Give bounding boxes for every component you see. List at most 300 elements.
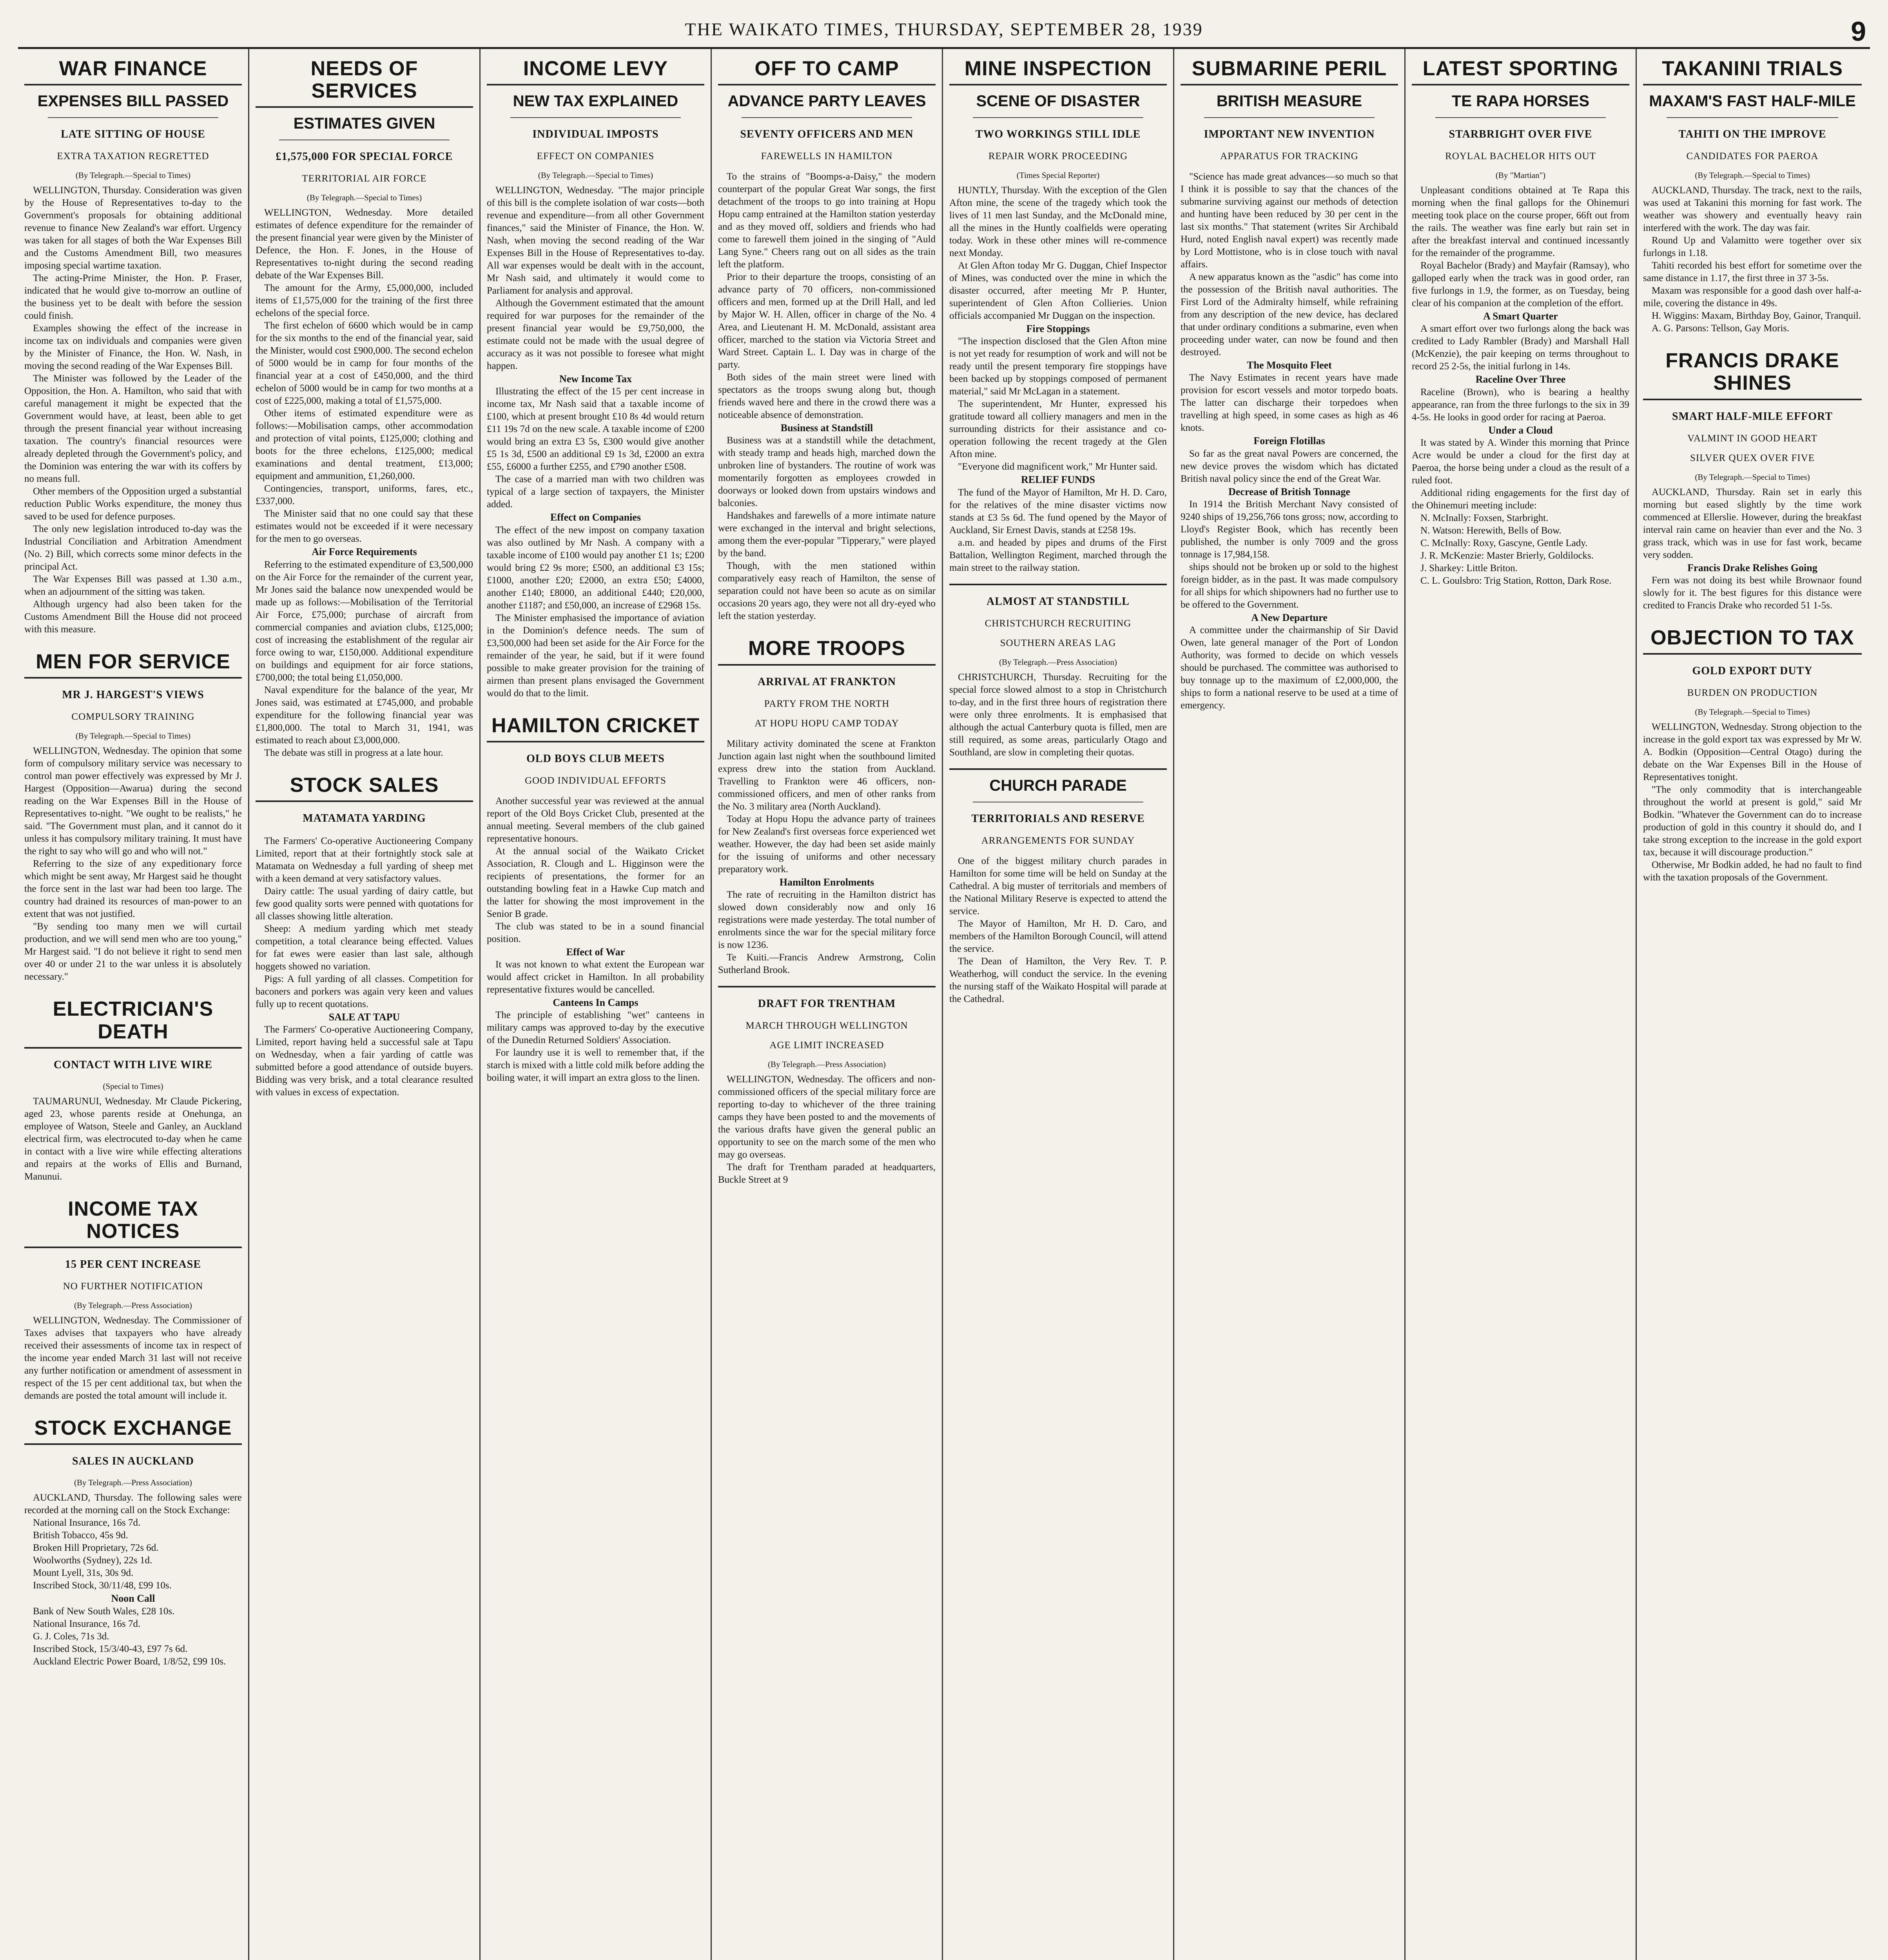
deck-line: IMPORTANT NEW INVENTION: [1204, 128, 1375, 141]
paragraph: The case of a married man with two children was typical of a large section of taxpayers, the Minister added.: [487, 474, 704, 510]
paragraph: The Minister emphasised the importance of aviation in the Dominion's defence needs. The sum of £3,500,000 had been set aside for the Air Force for the remainder of the year, he said, but if it were found possible to make greater provision for the training of airmen than present plans envisaged the Government would do that to the limit.: [487, 612, 704, 699]
deck-line: SEVENTY OFFICERS AND MEN: [740, 128, 914, 141]
article-body: [24, 1314, 242, 1402]
paragraph: To the strains of "Boomps-a-Daisy," the modern counterpart of the popular Great War songs, the first detachment of the troops to go into training at Hopu Hopu camp entrained at the Hamilton station yesterday and as they moved off, soldiers and friends who had come to farewell them joined in the singing of "Auld Lang Syne." Cheers rang out on all sides as the train left the platform.: [718, 171, 936, 270]
article: [718, 58, 936, 629]
deck-line: TERRITORIALS AND RESERVE: [971, 812, 1145, 825]
paragraph: The principle of establishing "wet" canteens in military camps was approved to-day by the executive of the Dunedin Returned Soldiers' Association.: [487, 1010, 704, 1046]
paragraph: J. Sharkey: Little Briton.: [1420, 563, 1518, 573]
paragraph: The War Expenses Bill was passed at 1.30 a.m., when an adjournment of the sitting was taken.: [24, 574, 242, 597]
paragraph: ships should not be broken up or sold to the highest foreign bidder, as in the past. It was made compulsory for all ships for which shipowners had no further use to be offered to the Government.: [1181, 561, 1398, 610]
subheading: Noon Call: [111, 1593, 155, 1604]
paragraph: The draft for Trentham paraded at headquarters, Buckle Street at 9: [718, 1161, 936, 1185]
article-body: [718, 1073, 936, 1186]
deck-line: VALMINT IN GOOD HEART: [1687, 433, 1817, 444]
heading-rule: [1643, 399, 1862, 400]
section-title: MEN FOR SERVICE: [36, 650, 230, 673]
article-body: [24, 1095, 242, 1183]
deck-rule: [1204, 117, 1375, 118]
paragraph: Mount Lyell, 31s, 30s 9d.: [33, 1568, 134, 1579]
paragraph: The fund of the Mayor of Hamilton, Mr H. D. Caro, for the relatives of the mine disaster victims now stands at £3 5s 6d. The fund opened by the Mayor of Auckland, Sir Ernest Davis, stands at £258 19s.: [949, 487, 1167, 535]
spacer: [949, 1005, 1167, 1012]
paragraph: Woolworths (Sydney), 22s 1d.: [33, 1555, 152, 1566]
headline: ADVANCE PARTY LEAVES: [727, 93, 926, 110]
paragraph: In 1914 the British Merchant Navy consisted of 9240 ships of 19,256,766 tons gross; now, according to Lloyd's Register Book, which has recently been published, the number is only 7009 and the gross tonnage is 17,984,158.: [1181, 499, 1398, 560]
paragraph: The Minister said that no one could say that these estimates would not be exceeded if it were necessary for the men to go overseas.: [256, 508, 473, 544]
paragraph: The Dean of Hamilton, the Very Rev. T. P. Weatherhog, will conduct the service. In the evening the nursing staff of the Waikato Hospital will parade at the Cathedral.: [949, 956, 1167, 1004]
deck-line: GOOD INDIVIDUAL EFFORTS: [525, 775, 666, 786]
article-body: [718, 171, 936, 622]
article: [1181, 58, 1398, 718]
headline: NEW TAX EXPLAINED: [513, 93, 678, 110]
paragraph: Other members of the Opposition urged a substantial reduction Public Works expenditure, the money thus saved to be used for defence purposes.: [24, 486, 242, 522]
deck-rule: [742, 117, 912, 118]
heading-rule: [718, 664, 936, 666]
paragraph: Business was at a standstill while the detachment, with steady tramp and heads high, marched down the unbroken line of bystanders. The routine of work was momentarily forgotten as employees crowded in doorways or looked down from upstairs windows and balconies.: [718, 435, 936, 509]
heading-rule: [24, 677, 242, 679]
paragraph: Te Kuiti.—Francis Andrew Armstrong, Colin Sutherland Brook.: [718, 952, 936, 975]
byline: (By Telegraph.—Special to Times): [1695, 472, 1810, 482]
column: [943, 49, 1174, 1960]
byline: (By "Martian"): [1495, 171, 1546, 180]
spacer: [718, 976, 936, 983]
paragraph: The Navy Estimates in recent years have made provision for escort vessels and motor torpedo boats. The latter can discharge their torpedoes when travelling at high speed, in some cases as high as 46 knots.: [1181, 372, 1398, 434]
story-divider: [949, 768, 1167, 770]
paragraph: Referring to the size of any expeditionary force which might be sent away, Mr Hargest said he thought the force sent in the last war had been too large. The country had drained its resources of man-power to an extent that was not justified.: [24, 858, 242, 920]
deck-line: MATAMATA YARDING: [303, 812, 426, 824]
paragraph: "Everyone did magnificent work," Mr Hunter said.: [958, 461, 1158, 472]
byline: (By Telegraph.—Special to Times): [75, 731, 191, 741]
section-title: MINE INSPECTION: [964, 57, 1152, 80]
paragraph: One of the biggest military church parades in Hamilton for some time will be held on Sunday at the Cathedral. A big muster of territorials and members of the National Military Reserve is expected to attend the service.: [949, 855, 1167, 916]
paragraph: Pigs: A full yarding of all classes. Competition for baconers and porkers was again very keen and values fully up to recent quotations.: [256, 973, 473, 1009]
paragraph: A smart effort over two furlongs along the back was credited to Lady Rambler (Brady) and Marshall Hall (McKenzie), the pair keeping on terms throughout to record 25 2-5s, the initial furlong in 14s.: [1412, 323, 1629, 372]
paragraph: Although urgency had also been taken for the Customs Amendment Bill the House did not proceed with this measure.: [24, 599, 242, 635]
section-title: WAR FINANCE: [59, 57, 207, 80]
article-body: [949, 671, 1167, 759]
spacer: [24, 983, 242, 989]
article-body: [256, 207, 473, 759]
paragraph: Unpleasant conditions obtained at Te Rapa this morning when the final gallops for the Ohinemuri meeting took place on the course proper, 66ft out from the rails. The weather was fine early but rain set in after the breakfast interval and continued incessantly for the remainder of the programme.: [1412, 185, 1629, 259]
article: [24, 58, 242, 642]
paragraph: The only new legislation introduced to-day was the Industrial Conciliation and Arbitration Amendment (No. 2) Bill, which corrects some minor defects in the principal Act.: [24, 524, 242, 572]
paragraph: Broken Hill Proprietary, 72s 6d.: [33, 1543, 159, 1553]
paragraph: The first echelon of 6600 which would be in camp for the six months to the end of the financial year, said the Minister, would cost £900,000. The second echelon of 5000 would be in camp for four months of the financial year at a cost of £450,000, and the third echelon of 5000 would be in camp for two months at a cost of £225,000, making a total of £1,575,000.: [256, 320, 473, 407]
paragraph: Tahiti recorded his best effort for sometime over the same distance in 1.17, the first three in 37 3-5s.: [1643, 260, 1862, 284]
subheading: Business at Standstill: [780, 422, 873, 434]
paragraph: Examples showing the effect of the increase in income tax on individuals and companies were given by the Minister of Finance, the Hon. W. Nash, in moving the second reading of the War Expenses Bill.: [24, 323, 242, 372]
byline: (By Telegraph.—Special to Times): [75, 171, 191, 180]
byline: (By Telegraph.—Press Association): [768, 1059, 886, 1069]
paragraph: AUCKLAND, Thursday. The following sales were recorded at the morning call on the Stock Exchange:: [24, 1492, 242, 1516]
deck-line: PARTY FROM THE NORTH: [764, 698, 890, 709]
spacer: [24, 1183, 242, 1189]
deck-line: CHRISTCHURCH RECRUITING: [985, 618, 1132, 629]
deck-line: AGE LIMIT INCREASED: [769, 1040, 884, 1051]
subheading: RELIEF FUNDS: [1021, 474, 1095, 486]
column: [1174, 49, 1406, 1960]
heading-rule: [256, 106, 473, 108]
column: [481, 49, 712, 1960]
section-title: INCOME LEVY: [523, 57, 668, 80]
section-title: SUBMARINE PERIL: [1192, 57, 1387, 80]
deck-line: INDIVIDUAL IMPOSTS: [532, 128, 659, 141]
deck-line: EFFECT ON COMPANIES: [537, 151, 655, 162]
deck-line: EXTRA TAXATION REGRETTED: [57, 151, 209, 162]
subheading: SALE AT TAPU: [328, 1011, 400, 1023]
deck-line: ALMOST AT STANDSTILL: [987, 595, 1130, 608]
article-body: [24, 1492, 242, 1668]
columns-container: [18, 49, 1870, 1960]
article: [718, 637, 936, 982]
paragraph: Dairy cattle: The usual yarding of dairy cattle, but few good quality sorts were penned with quotations for all classes showing little alteration.: [256, 886, 473, 922]
heading-rule: [24, 1247, 242, 1248]
deck-line: ROYLAL BACHELOR HITS OUT: [1445, 151, 1596, 162]
byline: (By Telegraph.—Press Association): [74, 1301, 192, 1310]
spacer: [256, 1099, 473, 1105]
article: [487, 715, 704, 1091]
subheading: Francis Drake Relishes Going: [1687, 562, 1817, 573]
heading-rule: [256, 800, 473, 802]
article: [24, 998, 242, 1189]
story-divider: [718, 986, 936, 987]
paragraph: Royal Bachelor (Brady) and Mayfair (Ramsay), who galloped early when the track was in good order, ran five furlongs in 1.9, the former, as on Tuesday, being clear of his companion at the completion of the effort.: [1412, 260, 1629, 309]
byline: (By Telegraph.—Special to Times): [1695, 171, 1810, 180]
article: [949, 584, 1167, 765]
column: [18, 49, 249, 1960]
paragraph: Round Up and Valamitto were together over six furlongs in 1.18.: [1643, 235, 1862, 259]
deck-line: 15 PER CENT INCREASE: [65, 1258, 201, 1271]
paragraph: So far as the great naval Powers are concerned, the new device proves the wisdom which has dictated British naval policy since the end of the Great War.: [1181, 448, 1398, 484]
byline: (By Telegraph.—Press Association): [74, 1478, 192, 1488]
paragraph: N. Watson: Herewith, Bells of Bow.: [1420, 525, 1562, 536]
deck-line: REPAIR WORK PROCEEDING: [988, 151, 1128, 162]
paragraph: Raceline (Brown), who is bearing a healthy appearance, ran from the three furlongs to the six in 39 4-5s. He looks in good order for racing at Paeroa.: [1412, 387, 1629, 423]
article-body: [1643, 721, 1862, 884]
spacer: [718, 622, 936, 629]
section-title: OFF TO CAMP: [754, 57, 899, 80]
deck-line: FAREWELLS IN HAMILTON: [761, 151, 893, 162]
paragraph: Handshakes and farewells of a more intimate nature were exchanged in the interval and bright selections, among them the ever-popular "Tipperary," were played by the band.: [718, 510, 936, 559]
subheading: A New Departure: [1251, 612, 1328, 623]
paragraph: WELLINGTON, Wednesday. The opinion that some form of compulsory military service was necessary to control man power effectively was expressed by Mr J. Hargest (Opposition—Awarua) during the second reading on the War Expenses Bill in the House of Representatives to-night. "We ought to be realists," he said. "The Government must plan, and it cannot do it unless it has compulsory military training. It must have the right to say who will go and who will not.": [24, 746, 242, 857]
deck-rule: [510, 117, 681, 118]
heading-rule: [24, 1047, 242, 1049]
paragraph: Though, with the men stationed within comparatively easy reach of Hamilton, the sense of separation could not have been so acute as on similar occasions 20 years ago, they were not all dry-eyed who left the station yesterday.: [718, 561, 936, 622]
column: [1637, 49, 1868, 1960]
paragraph: Naval expenditure for the balance of the year, Mr Jones said, was estimated at £745,000, and probable expenditure for the following financial year was £1,800,000. The total to March 31, 1941, was estimated to reach about £3,000,000.: [256, 684, 473, 746]
paragraph: Although the Government estimated that the amount required for war purposes for the remainder of the present financial year would be £9,750,000, the estimate could not be made with the usual degree of accuracy as it was not possible to foresee what might happen.: [487, 298, 704, 372]
paragraph: The club was stated to be in a sound financial position.: [487, 921, 704, 944]
deck-line: NO FURTHER NOTIFICATION: [63, 1281, 203, 1292]
spacer: [1181, 712, 1398, 718]
deck-line: ARRANGEMENTS FOR SUNDAY: [981, 835, 1135, 846]
spacer: [487, 1084, 704, 1091]
paragraph: Otherwise, Mr Bodkin added, he had no fault to find with the taxation proposals of the Government.: [1643, 860, 1862, 883]
heading-rule: [1412, 84, 1629, 85]
heading-rule: [487, 84, 704, 85]
paragraph: A committee under the chairmanship of Sir David Owen, late general manager of the Port of London Authority, was formed to decide on which vessels should be purchased. The committee was authorised to buy tonnage up to the maximum of £2,000,000, the ships to form a national reserve to be used at a time of emergency.: [1181, 625, 1398, 711]
deck-line: SMART HALF-MILE EFFORT: [1672, 410, 1833, 423]
spacer: [949, 759, 1167, 765]
deck-line: DRAFT FOR TRENTHAM: [758, 997, 896, 1010]
paragraph: HUNTLY, Thursday. With the exception of the Glen Afton mine, the scene of the tragedy which took the lives of 11 men last Sunday, and the McDonald mine, all the mines in the Huntly coalfields were operating today. Work in these other mines will re-commence next Monday.: [949, 185, 1167, 259]
paragraph: AUCKLAND, Thursday. The track, next to the rails, was used at Takanini this morning for fast work. The weather was showery and eventually heavy rain interfered with the work. The day was fair.: [1643, 185, 1862, 234]
paragraph: The Minister was followed by the Leader of the Opposition, the Hon. A. Hamilton, who said that with careful management it might be expected that the Government would have, at least, been able to get through the present financial year without increasing taxation. The country's financial resources were already depleted through the Government's policy, and the Dominion was entering the war with its coffers by no means full.: [24, 373, 242, 485]
subheading: Effect of War: [566, 946, 625, 958]
deck-line: CANDIDATES FOR PAEROA: [1686, 151, 1819, 162]
spacer: [256, 759, 473, 766]
deck-line: MR J. HARGEST'S VIEWS: [62, 689, 204, 701]
headline: BRITISH MEASURE: [1216, 93, 1362, 110]
section-title: FRANCIS DRAKE SHINES: [1665, 349, 1839, 395]
subheading: Raceline Over Three: [1475, 374, 1566, 385]
deck-line: ARRIVAL AT FRANKTON: [757, 675, 896, 688]
paragraph: "Science has made great advances—so much so that I think it is possible to say that the chances of the submarine surviving against our methods of detection and hunting have been reduced by 30 per cent in the last six months." That statement (writes Sir Archibald Hurd, noted English naval expert) was recently made by Lord Mottistone, who is in close touch with naval affairs.: [1181, 171, 1398, 270]
deck-line: COMPULSORY TRAINING: [71, 711, 195, 722]
headline: CHURCH PARADE: [989, 777, 1127, 794]
masthead-title: THE WAIKATO TIMES, THURSDAY, SEPTEMBER 28, 1939: [685, 19, 1203, 39]
paragraph: Military activity dominated the scene at Frankton Junction again last night when the southbound limited express drew into the station from Auckland. Travelling to Frankton were 46 officers, non-commissioned officers, and men of other ranks from the No. 3 military area (North Auckland).: [718, 738, 936, 812]
subheading: Air Force Requirements: [312, 546, 417, 558]
paragraph: WELLINGTON, Wednesday. The officers and non-commissioned officers of the special military force are reporting to-day to whichever of the three training camps they have been posted to and the movements of the various drafts have given the general public an opportunity to see on the march some of the men who may go overseas.: [718, 1074, 936, 1160]
heading-rule: [24, 1443, 242, 1445]
headline: MAXAM'S FAST HALF-MILE: [1649, 93, 1856, 110]
spacer: [24, 1668, 242, 1674]
deck-line: TWO WORKINGS STILL IDLE: [975, 128, 1141, 141]
subheading: Under a Cloud: [1488, 424, 1553, 436]
paragraph: N. McInally: Foxsen, Starbright.: [1420, 512, 1549, 523]
section-title: TAKANINI TRIALS: [1662, 57, 1843, 80]
deck-line: TAHITI ON THE IMPROVE: [1678, 128, 1826, 141]
heading-rule: [1643, 84, 1862, 85]
paragraph: Another successful year was reviewed at the annual report of the Old Boys Cricket Club, presented at the annual meeting. Several members of the club gained representative honours.: [487, 795, 704, 844]
headline: EXPENSES BILL PASSED: [37, 93, 229, 110]
headline: ESTIMATES GIVEN: [293, 115, 435, 132]
paragraph: a.m. and headed by pipes and drums of the First Battalion, Wellington Regiment, marched through the main street to the railway station.: [949, 537, 1167, 573]
article-body: [487, 795, 704, 1085]
section-title: OBJECTION TO TAX: [1650, 626, 1854, 649]
deck-rule: [48, 117, 218, 118]
spacer: [1643, 884, 1862, 890]
section-title: LATEST SPORTING: [1422, 57, 1619, 80]
paragraph: The debate was still in progress at a late hour.: [264, 747, 443, 758]
article-body: [1643, 184, 1862, 335]
article-body: [487, 184, 704, 700]
subheading: Fire Stoppings: [1026, 323, 1090, 335]
article: [24, 1198, 242, 1408]
article: [949, 58, 1167, 581]
paragraph: British Tobacco, 45s 9d.: [33, 1530, 128, 1541]
spacer: [949, 574, 1167, 581]
article: [24, 1417, 242, 1674]
paragraph: The Farmers' Co-operative Auctioneering Company Limited, report that at their fortnightly stock sale at Matamata on Wednesday a full yarding of sheep met with a keen demand at very satisfactory values.: [256, 835, 473, 884]
paragraph: Inscribed Stock, 15/3/40-43, £97 7s 6d.: [33, 1643, 188, 1654]
paragraph: H. Wiggins: Maxam, Birthday Boy, Gainor, Tranquil.: [1652, 310, 1861, 321]
deck-rule: [1435, 117, 1606, 118]
paragraph: WELLINGTON, Wednesday. "The major principle of this bill is the complete isolation of war costs—both revenue and expenditure—from all other Government finances," said the Minister of Finance, the Hon. W. Nash, when moving the second reading of the War Expenses Bill in the House of Representatives to-day. All war expenses would be dealt with in the account, Mr Nash said, and ultimately it would come to Parliament for analysis and approval.: [487, 185, 704, 296]
deck-line: OLD BOYS CLUB MEETS: [526, 752, 665, 765]
deck-line: SILVER QUEX OVER FIVE: [1690, 452, 1815, 463]
subheading: Canteens In Camps: [553, 997, 638, 1009]
subheading: Effect on Companies: [550, 512, 641, 523]
paragraph: C. L. Goulsbro: Trig Station, Rotton, Dark Rose.: [1420, 575, 1612, 586]
article-body: [949, 184, 1167, 574]
deck-line: TERRITORIAL AIR FORCE: [302, 173, 427, 184]
subheading: A Smart Quarter: [1483, 310, 1558, 322]
article: [949, 768, 1167, 1012]
paragraph: Referring to the estimated expenditure of £3,500,000 on the Air Force for the remainder of the current year, Mr Jones said the balance now unexpended would be made up as follows:—Mobilisation of the Territorial Air Force, £75,000; purchase of aircraft from commercial companies and aviation clubs, £125,000; cost of increasing the establishment of the regular air force owing to war, £150,000. Additional expenditure on buildings and equipment for air force stations, £700,000; the total being £1,050,000.: [256, 559, 473, 683]
paragraph: WELLINGTON, Wednesday. More detailed estimates of defence expenditure for the remainder of the present financial year were given by the Minister of Defence, the Hon. F. Jones, in the House of Representatives to-night during the second reading debate of the War Expenses Bill.: [256, 207, 473, 281]
deck-line: STARBRIGHT OVER FIVE: [1449, 128, 1592, 141]
subheading: Foreign Flotillas: [1253, 435, 1325, 447]
deck-rule: [973, 117, 1143, 118]
section-title: MORE TROOPS: [748, 637, 906, 660]
paragraph: The Mayor of Hamilton, Mr H. D. Caro, and members of the Hamilton Borough Council, will attend the service.: [949, 918, 1167, 954]
paragraph: Inscribed Stock, 30/11/48, £99 10s.: [33, 1580, 172, 1591]
paragraph: Both sides of the main street were lined with spectators as the troops swung along but, though friends waved here and there in the crowd there was a noticeable absence of demonstration.: [718, 372, 936, 421]
deck-line: GOLD EXPORT DUTY: [1692, 665, 1813, 677]
heading-rule: [949, 84, 1167, 85]
spacer: [1412, 587, 1629, 593]
paragraph: Auckland Electric Power Board, 1/8/52, £99 10s.: [33, 1656, 226, 1667]
article: [256, 58, 473, 766]
paragraph: Sheep: A medium yarding which met steady competition, a total clearance being effected. Values for fat ewes were easier than last sale, although hoggets showed no variation.: [256, 923, 473, 972]
deck-line: CONTACT WITH LIVE WIRE: [53, 1058, 213, 1071]
article: [1643, 58, 1862, 341]
article-body: [718, 738, 936, 976]
paragraph: The rate of recruiting in the Hamilton district has slowed down considerably now and only 16 registrations were made yesterday. The total number of enrolments since the war for the special military force is now 1236.: [718, 889, 936, 950]
deck-rule: [1667, 117, 1838, 118]
article-body: [24, 745, 242, 983]
paragraph: TAUMARUNUI, Wednesday. Mr Claude Pickering, aged 23, whose parents reside at Onehunga, an employee of Watson, Steele and Ganley, an Auckland electrical firm, was electrocuted to-day when he came in contact with a live wire while effecting alterations and repairs at the works of Ellis and Burnand, Manunui.: [24, 1096, 242, 1182]
paragraph: Illustrating the effect of the 15 per cent increase in income tax, Mr Nash said that a taxable income of £100, which at present brought £10 8s 4d would return £11 19s 7d on the new scale. A taxable income of £200 would bring an extra £3 5s, £300 would give another £5 1s 3d, £500 an additional £9 1s 3d, £2000 an extra £55, £6000 a further £255, and £790 another £508.: [487, 386, 704, 472]
article: [487, 58, 704, 706]
heading-rule: [1643, 653, 1862, 655]
column: [1406, 49, 1637, 1960]
article: [256, 774, 473, 1105]
deck-line: SOUTHERN AREAS LAG: [1000, 637, 1116, 648]
article-body: [24, 184, 242, 636]
byline: (By Telegraph.—Special to Times): [307, 193, 422, 203]
paragraph: The amount for the Army, £5,000,000, included items of £1,575,000 for the training of the first three echelons of the special force.: [256, 283, 473, 319]
paragraph: Maxam was responsible for a good dash over half-a-mile, covering the distance in 49s.: [1643, 285, 1862, 309]
paragraph: WELLINGTON, Wednesday. The Commissioner of Taxes advises that taxpayers who have already received their assessments of income tax in respect of the income year ended March 31 last will not receive any further notification or amendment of assessment in respect of the 15 per cent additional tax, but when the demands are posted the total amount will include it.: [24, 1315, 242, 1401]
article-body: [1412, 184, 1629, 587]
headline: TE RAPA HORSES: [1451, 93, 1590, 110]
paragraph: The superintendent, Mr Hunter, expressed his gratitude toward all colliery managers and men in the surrounding districts for their assistance and co-operation following the recent tragedy at the Glen Afton mine.: [949, 399, 1167, 460]
heading-rule: [487, 741, 704, 742]
paragraph: C. McInally: Roxy, Gascyne, Gentle Lady.: [1420, 537, 1588, 548]
article: [1412, 58, 1629, 593]
article-body: [949, 855, 1167, 1005]
byline: (Special to Times): [103, 1081, 163, 1091]
spacer: [1643, 612, 1862, 618]
section-title: STOCK EXCHANGE: [34, 1417, 232, 1440]
byline: (By Telegraph.—Special to Times): [1695, 707, 1810, 717]
paragraph: The Farmers' Co-operative Auctioneering Company, Limited, report having held a successful sale at Tapu on Wednesday, when a fair yarding of cattle was submitted before a good attendance of outside buyers. Bidding was very brisk, and a total clearance resulted with values in excess of expectation.: [256, 1024, 473, 1098]
paragraph: It was stated by A. Winder this morning that Prince Acre would be under a cloud for the first day at Paeroa, the horse being under a cloud as the result of a ruled foot.: [1412, 437, 1629, 486]
story-divider: [949, 584, 1167, 585]
deck-line: AT HOPU HOPU CAMP TODAY: [754, 718, 899, 729]
paragraph: "By sending too many men we will curtail production, and we will send men who are too young," Mr Hargest said. "I do not believe it right to send men over 40 or under 21 to the war unless it is absolutely necessary.": [24, 921, 242, 982]
paragraph: The acting-Prime Minister, the Hon. P. Fraser, indicated that he would give to-morrow an outline of the business yet to be dealt with before the session could finish.: [24, 273, 242, 321]
paragraph: CHRISTCHURCH, Thursday. Recruiting for the special force slowed almost to a stop in Christchurch to-day, and in the first three hours of registration there were only three enrolments. It is emphasised that although the actual Canterbury quota is filled, men are still required, as some areas, particularly Otago and Southland, are slow in completing their quotas.: [949, 671, 1167, 758]
paragraph: WELLINGTON, Thursday. Consideration was given by the House of Representatives to-day to the Government's proposals for obtaining additional revenue to finance New Zealand's war effort. Urgency was taken for all stages of both the War Expenses Bill and the Customs Amendment Bill, two measures imposing special wartime taxation.: [24, 185, 242, 271]
section-title: HAMILTON CRICKET: [491, 714, 700, 737]
paragraph: At the annual social of the Waikato Cricket Association, R. Clough and L. Higginson were the recipients of presentations, the former for an outstanding bowling feat in a Hawke Cup match and the latter for showing the most improvement in the Senior B grade.: [487, 846, 704, 919]
paragraph: Additional riding engagements for the first day of the Ohinemuri meeting include:: [1412, 487, 1629, 511]
paragraph: "The inspection disclosed that the Glen Afton mine is not yet ready for resumption of work and will not be ready until the present temporary fire stoppings have been backed up by stoppings composed of permanent material," said Mr McLagan in a statement.: [949, 336, 1167, 397]
article: [24, 651, 242, 989]
subheading: New Income Tax: [559, 373, 632, 385]
paragraph: G. J. Coles, 71s 3d.: [33, 1631, 109, 1642]
paragraph: At Glen Afton today Mr G. Duggan, Chief Inspector of Mines, was conducted over the mine in which the disaster occurred, after meeting Mr P. Hunter, superintendent of Glen Afton Collieries. Union officials accompanied Mr Duggan on the inspection.: [949, 260, 1167, 321]
paragraph: A new apparatus known as the "asdic" has come into the possession of the British naval authorities. The First Lord of the Admiralty himself, while refraining from any description of the new device, has declared that under ordinary conditions a submarine, even when proceeding under water, can now be found and then destroyed.: [1181, 272, 1398, 358]
subheading: Hamilton Enrolments: [779, 876, 874, 888]
spacer: [487, 700, 704, 706]
byline: (By Telegraph.—Special to Times): [538, 171, 653, 180]
paragraph: It was not known to what extent the European war would affect cricket in Hamilton. In all probability representative fixtures would be cancelled.: [487, 959, 704, 995]
paragraph: National Insurance, 16s 7d.: [33, 1517, 141, 1528]
paragraph: A. G. Parsons: Tellson, Gay Moris.: [1652, 323, 1790, 334]
article-body: [1643, 486, 1862, 612]
article: [1643, 350, 1862, 618]
paragraph: AUCKLAND, Thursday. Rain set in early this morning but eased slightly by the time work commenced at Ellerslie. However, during the breakfast interval rain came on heavier than ever and the No. 3 grass track, which was in use for fast work, became very sodden.: [1643, 486, 1862, 560]
heading-rule: [718, 84, 936, 85]
spacer: [1643, 335, 1862, 341]
section-title: ELECTRICIAN'S DEATH: [53, 998, 214, 1043]
heading-rule: [24, 84, 242, 85]
paragraph: WELLINGTON, Wednesday. Strong objection to the increase in the gold export tax was expressed by Mr W. A. Bodkin (Opposition—Central Otago) during the debate on the War Expenses Bill in the House of Representatives tonight.: [1643, 722, 1862, 783]
section-title: STOCK SALES: [290, 773, 439, 797]
paragraph: Fern was not doing its best while Brownaor found slowly for it. The best figures for this distance were credited to Francis Drake who recorded 51 1-5s.: [1643, 575, 1862, 611]
article: [718, 986, 936, 1192]
deck-line: £1,575,000 FOR SPECIAL FORCE: [276, 151, 453, 163]
paragraph: The effect of the new impost on company taxation was also outlined by Mr Nash. A company with a taxable income of £100 would pay another £1 1s; £200 would bring £2 9s more; £500, an additional £3 15s; £1000, another £20; £2000, an extra £50; £4000, another £140; £8000, an additional £440; £20,000, another £1187; and £50,000, an increase of £2968 15s.: [487, 524, 704, 611]
deck-line: LATE SITTING OF HOUSE: [61, 128, 205, 141]
article-body: [1181, 171, 1398, 712]
deck-line: APPARATUS FOR TRACKING: [1220, 151, 1358, 162]
paragraph: "The only commodity that is interchangeable throughout the world at present is gold," said Mr Bodkin. "Whatever the Government can do to increase production of gold in this country it should do, and I take strong exception to the increase in the gold export tax, because it will discourage production.": [1643, 784, 1862, 858]
paragraph: Today at Hopu Hopu the advance party of trainees for New Zealand's first overseas force experienced wet weather. However, the day had been set aside mainly for the issuing of uniforms and other necessary preparatory work.: [718, 813, 936, 875]
headline: SCENE OF DISASTER: [976, 93, 1140, 110]
byline: (Times Special Reporter): [1016, 171, 1100, 180]
deck-line: MARCH THROUGH WELLINGTON: [745, 1020, 908, 1031]
heading-rule: [1181, 84, 1398, 85]
paragraph: J. R. McKenzie: Master Brierly, Goldilocks.: [1420, 550, 1594, 561]
section-title: INCOME TAX NOTICES: [68, 1197, 198, 1243]
article-body: [256, 835, 473, 1099]
spacer: [718, 1186, 936, 1192]
paragraph: National Insurance, 16s 7d.: [33, 1618, 141, 1629]
paragraph: Contingencies, transport, uniforms, fares, etc., £337,000.: [256, 483, 473, 507]
column: [712, 49, 943, 1960]
article: [1643, 627, 1862, 890]
subheading: Decrease of British Tonnage: [1228, 486, 1350, 497]
deck-line: SALES IN AUCKLAND: [72, 1455, 194, 1468]
page-number: 9: [1851, 16, 1866, 47]
spacer: [24, 1402, 242, 1408]
subheading: The Mosquito Fleet: [1247, 359, 1332, 371]
column: [249, 49, 481, 1960]
section-title: NEEDS OF SERVICES: [310, 57, 418, 103]
byline: (By Telegraph.—Press Association): [999, 657, 1117, 667]
masthead: [18, 16, 1870, 49]
paragraph: Prior to their departure the troops, consisting of an advance party of 70 officers, non-commissioned officers and men, formed up at the Drill Hall, and led by Major W. H. Allen, officer in charge of the No. 4 Area, and Lieutenant H. M. McDonald, assistant area officer, marched to the station via Victoria Street and Ward Street. Captain L. I. Day was in charge of the party.: [718, 272, 936, 370]
paragraph: For laundry use it is well to remember that, if the starch is mixed with a little cold milk before adding the boiling water, it will impart an extra gloss to the linen.: [487, 1047, 704, 1083]
spacer: [24, 636, 242, 642]
